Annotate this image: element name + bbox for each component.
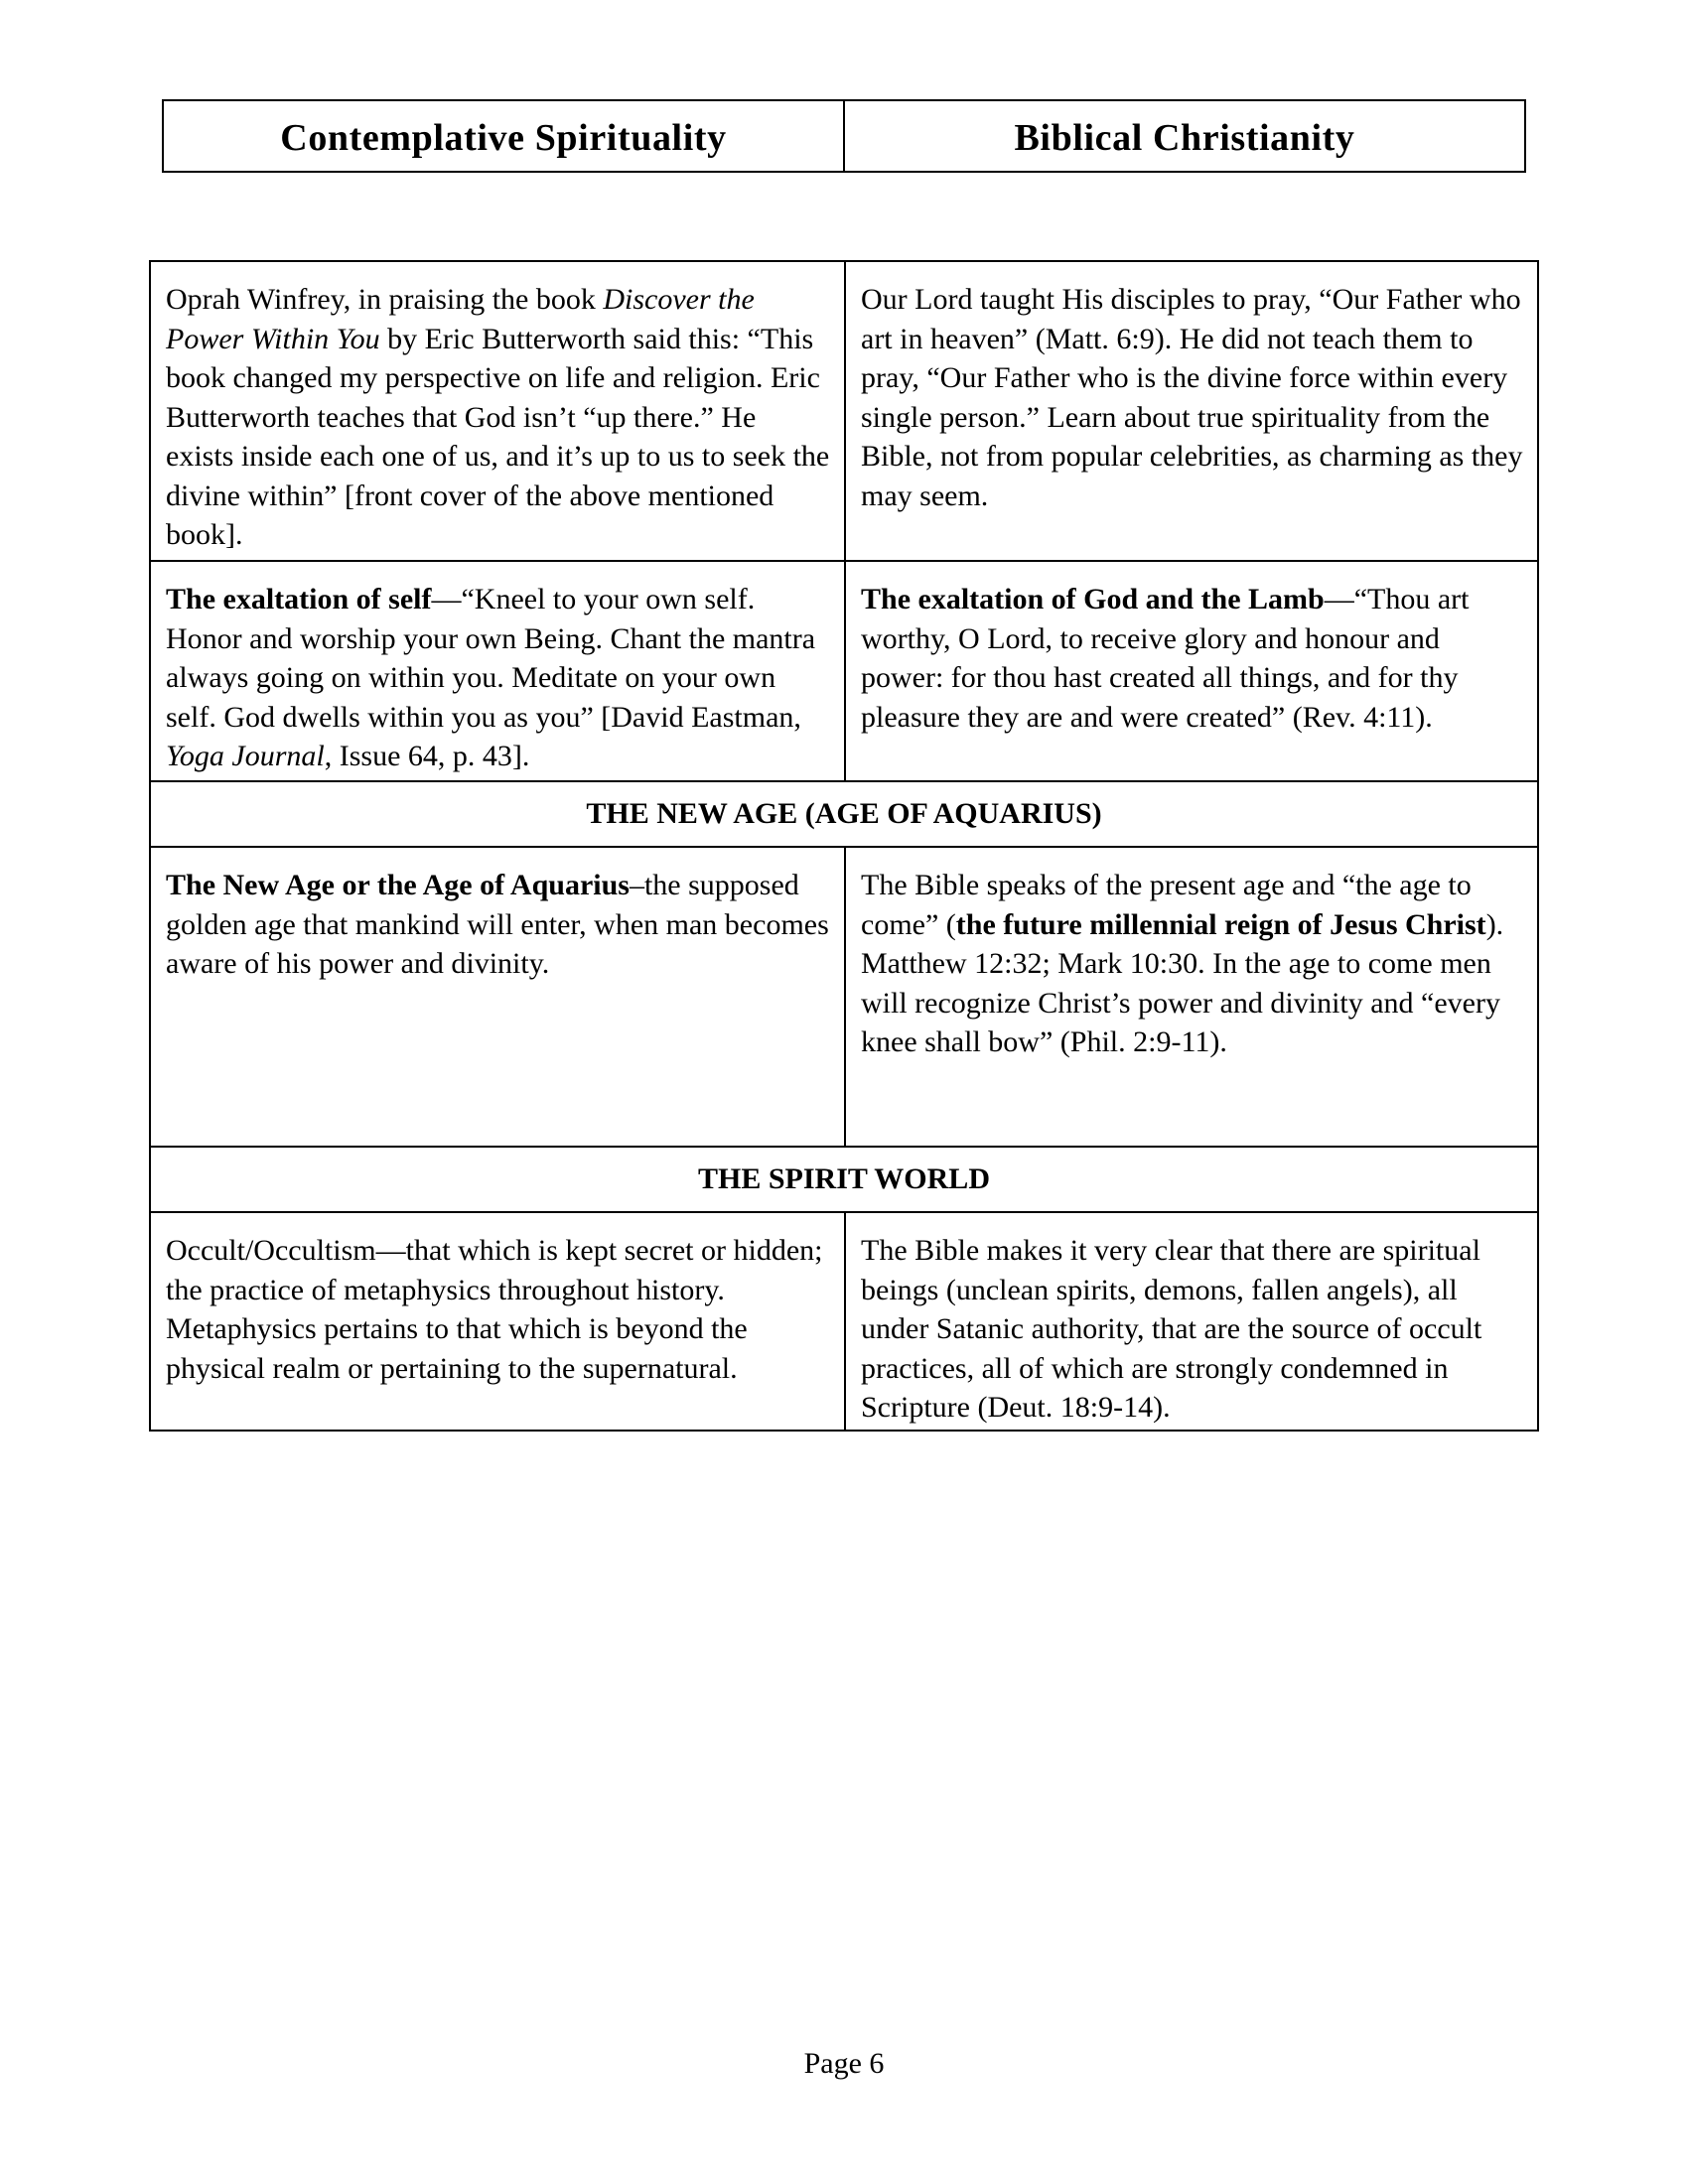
cell-inline-bold: the future millennial reign of Jesus Christ [955,907,1486,941]
table-row [151,1211,1537,1430]
cell-text: by Eric Butterworth said this: “This book changed my perspective on life and religion. Eric Butterworth teaches that God isn’t “up there.” He exists inside each one of us, and it’s up to us to seek the divine within” [front cover of the above mentioned book]. [166,322,830,551]
page-number: Page 6 [803,2047,885,2080]
cell-text: —“Thou art worthy, O Lord, to receive glory and honour and power: for thou hast created all things, and for thy pleasure they are and were created” (Rev. 4:11). [861,583,1470,734]
book-title: Discover the Power Within You [166,283,755,355]
column-header-table [162,99,1526,173]
cell-lead-bold: The exaltation of self [166,583,432,615]
contemplative-cell [151,848,844,1146]
cell-text: Our Lord taught His disciples to pray, “Our Father who art in heaven” (Matt. 6:9). He did not teach them to pray, “Our Father who is the divine force within every single person.” Learn about true spirituality from the Bible, not from popular celebrities, as charming as they may seem. [861,283,1523,512]
comparison-table [149,260,1539,1432]
contemplative-cell [151,562,844,780]
cell-text: The Bible speaks of the present age and “the age to come” ( [861,869,1472,941]
cell-text: The Bible makes it very clear that there are spiritual beings (unclean spirits, demons, fallen angels), all under Satanic authority, that are the source of occult practices, all of which are strongly condemned in Scripture (Deut. 18:9-14). [861,1234,1482,1424]
cell-text: —“Kneel to your own self. Honor and worship your own Being. Chant the mantra always going on within you. Meditate on your own self. God dwells within you as you” [David Eastman, [166,583,816,734]
cell-text: , Issue 64, p. 43]. [324,740,530,772]
cell-lead-bold: The New Age or the Age of Aquarius [166,869,630,901]
biblical-cell [844,1213,1537,1430]
section-heading-new-age: THE NEW AGE (AGE OF AQUARIUS) [151,780,1537,846]
cell-text: Oprah Winfrey, in praising the book [166,283,604,316]
cell-text: ). Matthew 12:32; Mark 10:30. In the age to come men will recognize Christ’s power and divinity and “every knee shall bow” (Phil. 2:9-11). [861,907,1504,1058]
column-header-biblical: Biblical Christianity [843,101,1524,171]
section-heading-spirit-world: THE SPIRIT WORLD [151,1146,1537,1211]
cell-lead-bold: The exaltation of God and the Lamb [861,583,1325,615]
contemplative-cell [151,262,844,560]
table-row [151,846,1537,1146]
table-row [151,560,1537,780]
column-header-contemplative: Contemplative Spirituality [280,117,727,159]
journal-title: Yoga Journal [166,740,325,772]
cell-text: Occult/Occultism—that which is kept secret or hidden; the practice of metaphysics throughout history. Metaphysics pertains to that which is beyond the physical realm or pertaining to the supernatural. [166,1234,823,1385]
biblical-cell [844,562,1537,780]
biblical-cell [844,262,1537,560]
table-row [151,262,1537,560]
cell-text: –the supposed golden age that mankind will enter, when man becomes aware of his power and divinity. [166,869,829,980]
biblical-cell [844,848,1537,1146]
contemplative-cell [151,1213,844,1430]
